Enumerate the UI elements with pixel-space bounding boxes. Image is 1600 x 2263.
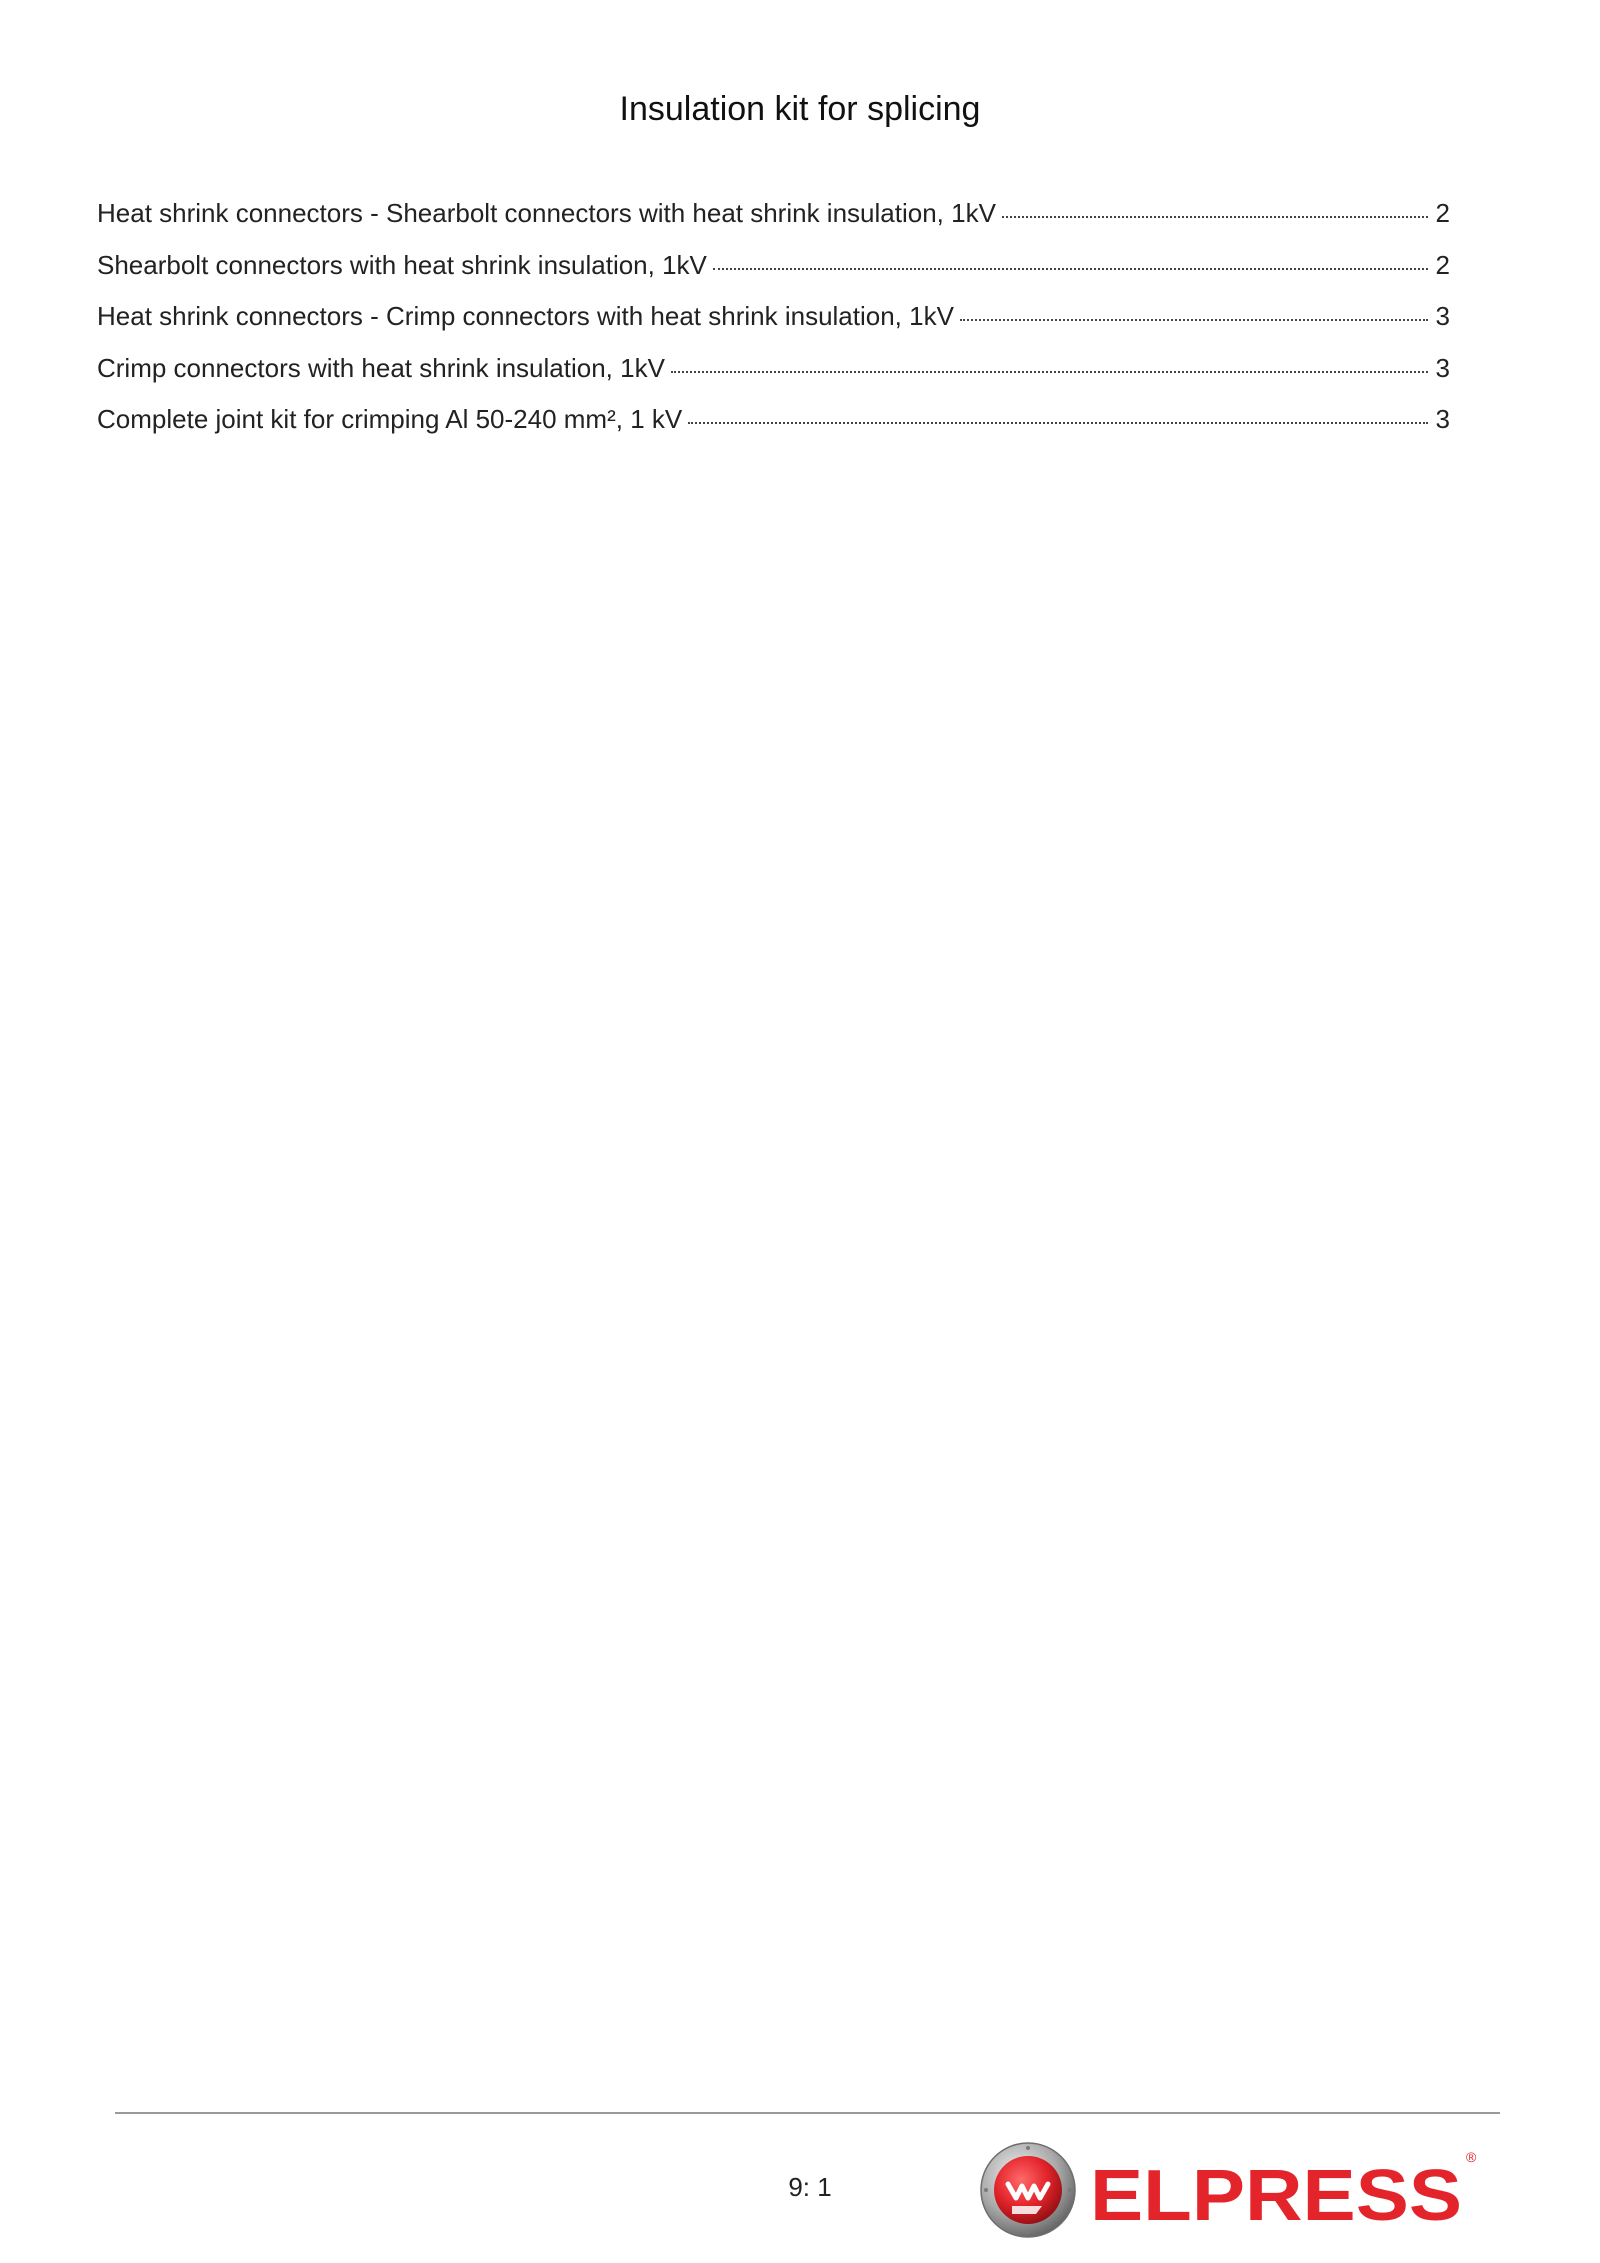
toc-entry[interactable] — [97, 250, 1450, 302]
toc-entry[interactable] — [97, 353, 1450, 405]
toc-entry[interactable] — [97, 301, 1450, 353]
toc-entry-title: Heat shrink connectors - Shearbolt connectors with heat shrink insulation, 1kV — [97, 198, 996, 228]
toc-entry-page: 2 — [1435, 249, 1450, 280]
toc-entry-title: Heat shrink connectors - Crimp connectors with heat shrink insulation, 1kV — [97, 301, 954, 331]
toc-entry[interactable] — [97, 198, 1450, 250]
toc-leader-dots — [671, 371, 1428, 373]
elpress-logo — [978, 2140, 1498, 2240]
registered-mark: ® — [1466, 2149, 1477, 2165]
footer-divider — [115, 2112, 1500, 2114]
page-number: 9: 1 — [788, 2172, 832, 2202]
toc-entry[interactable] — [97, 404, 1450, 456]
toc-leader-dots — [960, 319, 1428, 321]
page-title: Insulation kit for splicing — [619, 90, 981, 128]
toc-entry-title: Crimp connectors with heat shrink insulation, 1kV — [97, 352, 665, 383]
elpress-wordmark — [1090, 2140, 1490, 2240]
toc-entry-title: Shearbolt connectors with heat shrink insulation, 1kV — [97, 249, 707, 280]
toc-leader-dots — [713, 268, 1428, 270]
elpress-emblem-icon — [978, 2140, 1078, 2240]
toc-leader-dots — [1002, 216, 1428, 218]
toc-entry-page: 3 — [1435, 404, 1450, 434]
toc-entry-page: 3 — [1435, 301, 1450, 331]
table-of-contents — [97, 198, 1450, 456]
toc-entry-title: Complete joint kit for crimping Al 50-240 mm², 1 kV — [97, 404, 683, 434]
toc-entry-page: 2 — [1435, 198, 1450, 228]
logo-text: ELPRESS — [1090, 2156, 1462, 2236]
toc-entry-page: 3 — [1435, 352, 1450, 383]
toc-leader-dots — [688, 422, 1427, 424]
